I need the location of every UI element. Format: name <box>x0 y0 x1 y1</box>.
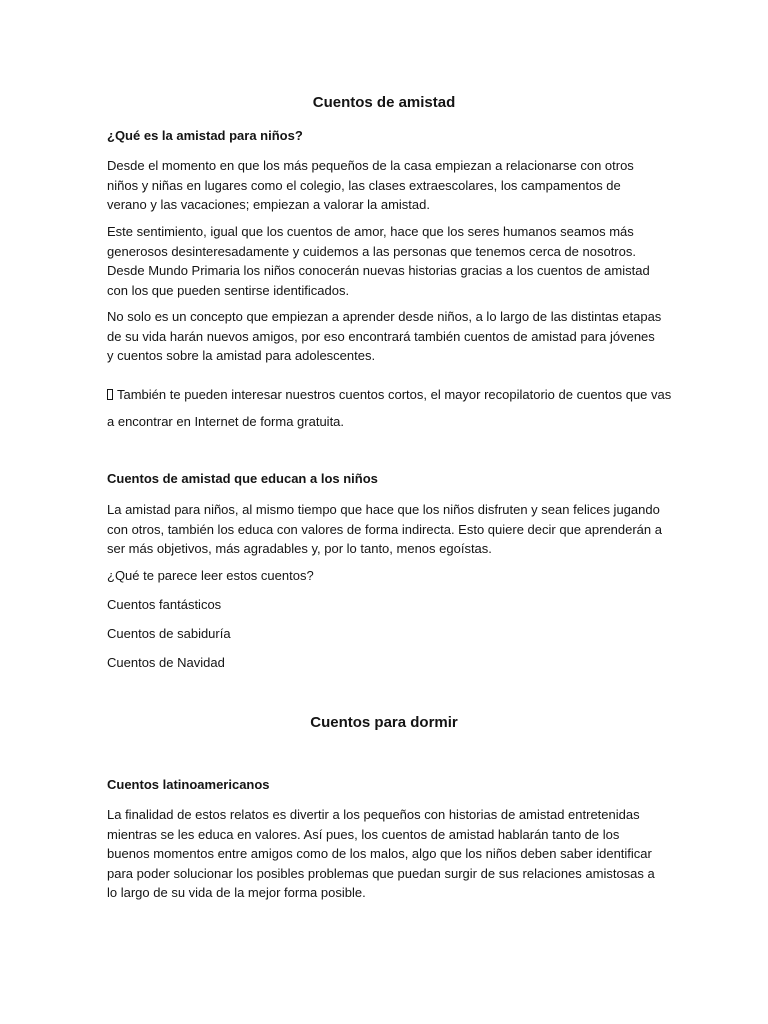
paragraph-finalidad: La finalidad de estos relatos es divertir a los pequeños con historias de amistad entretenidas mientras se les educa en valores. Así pues, los cuentos de amistad hablarán tanto de los buenos momentos entre amigos como de los malos, algo que los niños deben saber identificar para poder solucionar los posibles problemas que puedan surgir de sus relaciones amistosas a lo largo de su vida de la mejor forma posible. <box>107 807 655 900</box>
section-title-dormir: Cuentos para dormir <box>310 714 458 731</box>
tip-note <box>107 385 687 431</box>
question-line: ¿Qué te parece leer estos cuentos? <box>107 568 314 583</box>
paragraph-educan: La amistad para niños, al mismo tiempo que hace que los niños disfruten y sean felices jugando con otros, también los educa con valores de forma indirecta. Esto quiere decir que aprenderán a ser más objetivos, más agradables y, por lo tanto, menos egoístas. <box>107 502 662 556</box>
subheading-que-es-la-amistad: ¿Qué es la amistad para niños? <box>107 128 303 143</box>
link-cuentos-navidad[interactable]: Cuentos de Navidad <box>107 655 225 670</box>
page-title: Cuentos de amistad <box>312 94 456 111</box>
link-cuentos-fantasticos[interactable]: Cuentos fantásticos <box>107 597 222 612</box>
tip-note-line-1 <box>107 385 687 405</box>
tip-note-text-2: a encontrar en Internet de forma gratuita. <box>107 413 345 429</box>
link-cuentos-sabiduria[interactable]: Cuentos de sabiduría <box>107 626 231 641</box>
paragraph-intro: Desde el momento en que los más pequeños de la casa empiezan a relacionarse con otros niños y niñas en lugares como el colegio, las clases extraescolares, los campamentos de verano y las vacaciones; empiezan a valorar la amistad. <box>107 158 634 212</box>
box-glyph-icon <box>107 389 113 400</box>
tip-note-text-1: También te pueden interesar nuestros cuentos cortos, el mayor recopilatorio de cuentos que vas <box>117 387 672 402</box>
heading-educan: Cuentos de amistad que educan a los niños <box>107 471 378 486</box>
subheading-latinoamericanos: Cuentos latinoamericanos <box>107 777 270 792</box>
paragraph-concepto: No solo es un concepto que empiezan a aprender desde niños, a lo largo de las distintas etapas de su vida harán nuevos amigos, por eso encontrará también cuentos de amistad para jóvenes y cuentos sobre la amistad para adolescentes. <box>107 309 662 363</box>
paragraph-sentimiento: Este sentimiento, igual que los cuentos de amor, hace que los seres humanos seamos más generosos desinteresadamente y cuidemos a las personas que tenemos cerca de nosotros. Desde Mundo Primaria los niños conocerán nuevas historias gracias a los cuentos de amistad con los que pueden sentirse identificados. <box>107 224 650 298</box>
